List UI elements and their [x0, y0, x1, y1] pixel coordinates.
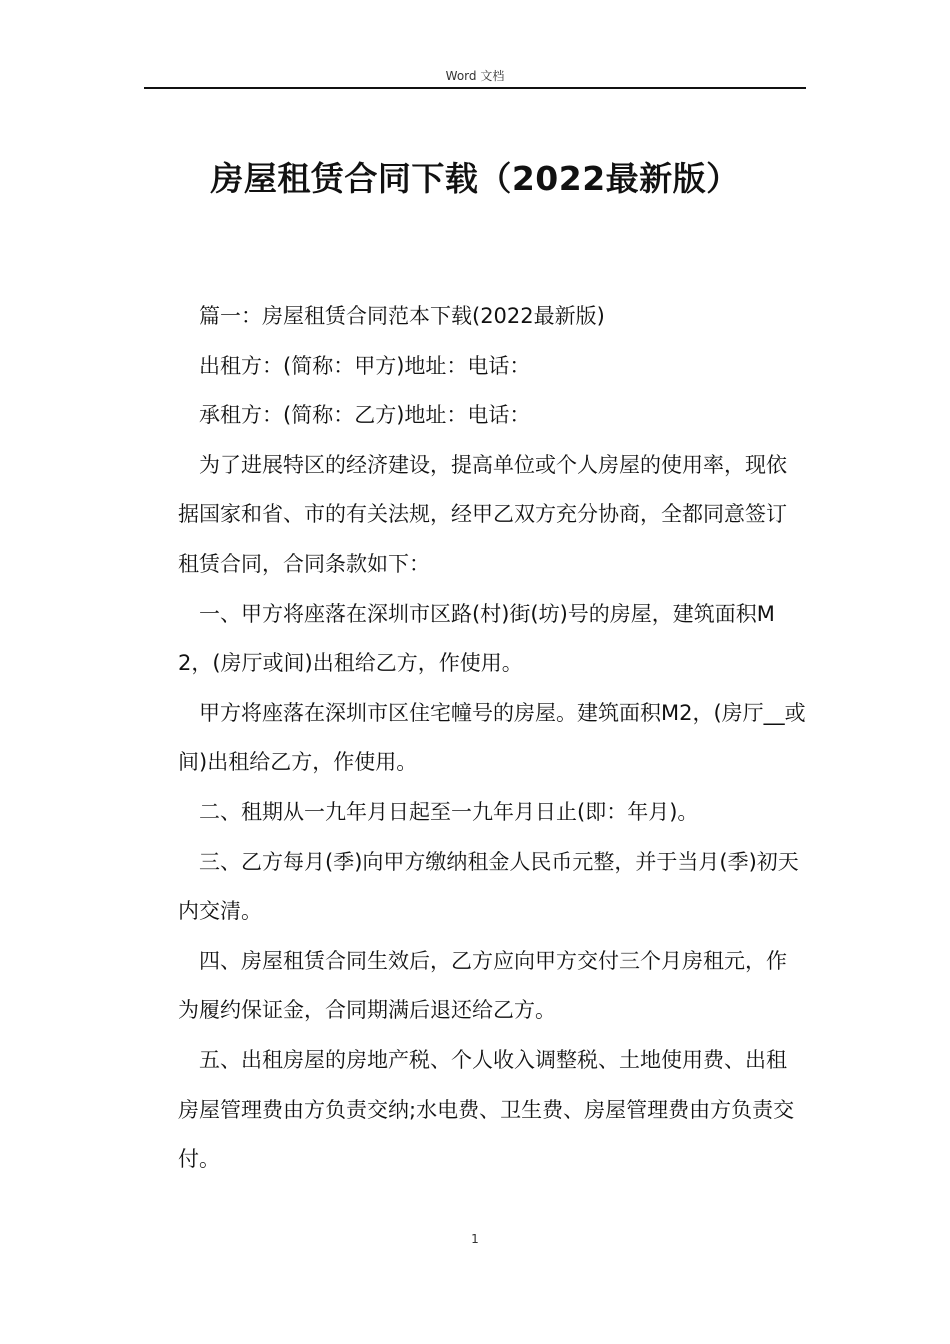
paragraph-lessor: 出租方：(简称：甲方)地址：电话：	[199, 353, 531, 378]
paragraph-clause-4: 四、房屋租赁合同生效后，乙方应向甲方交付三个月房租元，作为履约保证金，合同期满后退还给乙方。	[178, 948, 787, 1023]
paragraph-lessee: 承租方：(简称：乙方)地址：电话：	[199, 403, 531, 428]
paragraph-clause-3: 三、乙方每月(季)向甲方缴纳租金人民币元整，并于当月(季)初天内交清。	[178, 849, 799, 924]
document-title: 房屋租赁合同下载（2022最新版）	[210, 159, 740, 198]
paragraph-clause-1: 一、甲方将座落在深圳市区路(村)街(坊)号的房屋，建筑面积M2，(房厅或间)出租给乙方，作使用。	[178, 601, 775, 676]
paragraph-section-title: 篇一：房屋租赁合同范本下载(2022最新版)	[199, 304, 605, 328]
paragraph-clause-1-alt: 甲方将座落在深圳市区住宅幢号的房屋。建筑面积M2，(房厅__或间)出租给乙方，作使用。	[178, 700, 806, 775]
page-number: 1	[471, 1232, 479, 1246]
paragraph-preamble: 为了进展特区的经济建设，提高单位或个人房屋的使用率，现依据国家和省、市的有关法规，经甲乙双方充分协商，全都同意签订租赁合同，合同条款如下：	[178, 452, 787, 576]
page-header-label: Word 文档	[445, 69, 505, 83]
header-divider	[144, 87, 806, 89]
document-body	[178, 292, 806, 1185]
paragraph-clause-5: 五、出租房屋的房地产税、个人收入调整税、土地使用费、出租房屋管理费由方负责交纳;水电费、卫生费、房屋管理费由方负责交付。	[178, 1047, 795, 1172]
paragraph-clause-2: 二、租期从一九年月日起至一九年月日止(即：年月)。	[199, 799, 699, 824]
